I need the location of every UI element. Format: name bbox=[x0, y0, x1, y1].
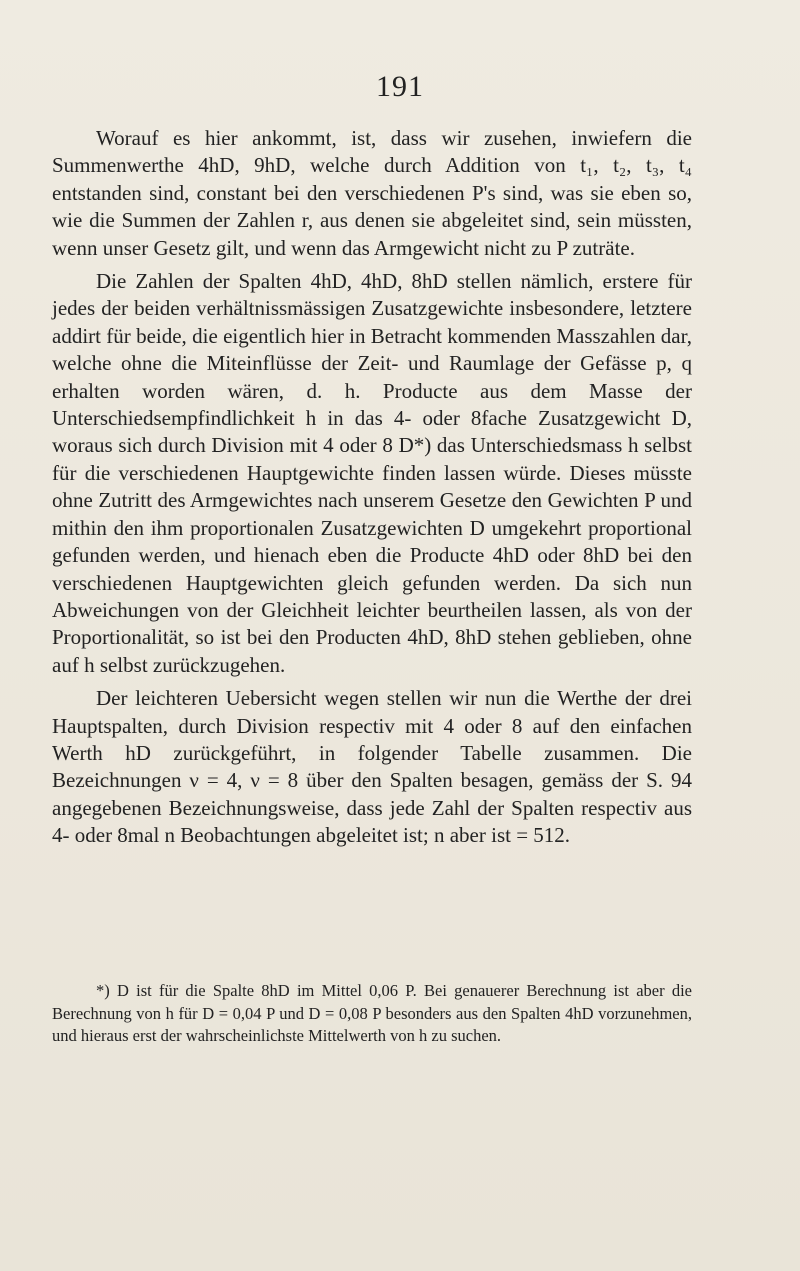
paragraph-1: Worauf es hier ankommt, ist, dass wir zusehen, inwiefern die Summenwerthe 4hD, 9hD, welche durch Addition von t₁, t₂, t₃, t₄ entstanden sind, constant bei den verschiedenen P's sind, was sie eben so, wie die Summen der Zahlen r, aus denen sie abgeleitet sind, sein müssten, wenn unser Gesetz gilt, und wenn das Armgewicht nicht zu P zuträte. bbox=[52, 126, 692, 260]
paragraph-2: Die Zahlen der Spalten 4hD, 4hD, 8hD stellen nämlich, erstere für jedes der beiden verhältnissmässigen Zusatzgewichte insbesondere, letztere addirt für beide, die eigentlich hier in Betracht kommenden Masszahlen dar, welche ohne die Miteinflüsse der Zeit- und Raumlage der Gefässe p, q erhalten worden wären, d. h. Producte aus dem Masse der Unterschiedsempfindlichkeit h in das 4- oder 8fache Zusatzgewicht D, woraus sich durch Division mit 4 oder 8 D*) das Unterschiedsmass h selbst für die verschiedenen Hauptgewichte finden lassen würde. Dieses müsste ohne Zutritt des Armgewichtes nach unserem Gesetze den Gewichten P und mithin den ihm proportionalen Zusatzgewichten D umgekehrt proportional gefunden werden, und hienach eben die Producte 4hD oder 8hD bei den verschiedenen Hauptgewichten gleich gefunden werden. Da sich nun Abweichungen von der Gleichheit leichter beurtheilen lassen, als von der Proportionalität, so ist bei den Producten 4hD, 8hD stehen geblieben, ohne auf h selbst zurückzugehen. bbox=[52, 269, 692, 677]
paragraph-3: Der leichteren Uebersicht wegen stellen wir nun die Werthe der drei Hauptspalten, durch Division respectiv mit 4 oder 8 auf den einfachen Werth hD zurückgeführt, in folgender Tabelle zusammen. Die Bezeichnungen ν = 4, ν = 8 über den Spalten besagen, gemäss der S. 94 angegebenen Bezeichnungsweise, dass jede Zahl der Spalten respectiv aus 4- oder 8mal n Beobachtungen abgeleitet ist; n aber ist = 512. bbox=[52, 686, 692, 848]
body-text bbox=[52, 125, 692, 856]
footnote: *) D ist für die Spalte 8hD im Mittel 0,06 P. Bei genauerer Berechnung ist aber die Berechnung von h für D = 0,04 P und D = 0,08 P besonders aus den Spalten 4hD vorzunehmen, und hieraus erst der wahrscheinlichste Mittelwerth von h zu suchen. bbox=[52, 981, 692, 1045]
page-number: 191 bbox=[376, 70, 424, 103]
